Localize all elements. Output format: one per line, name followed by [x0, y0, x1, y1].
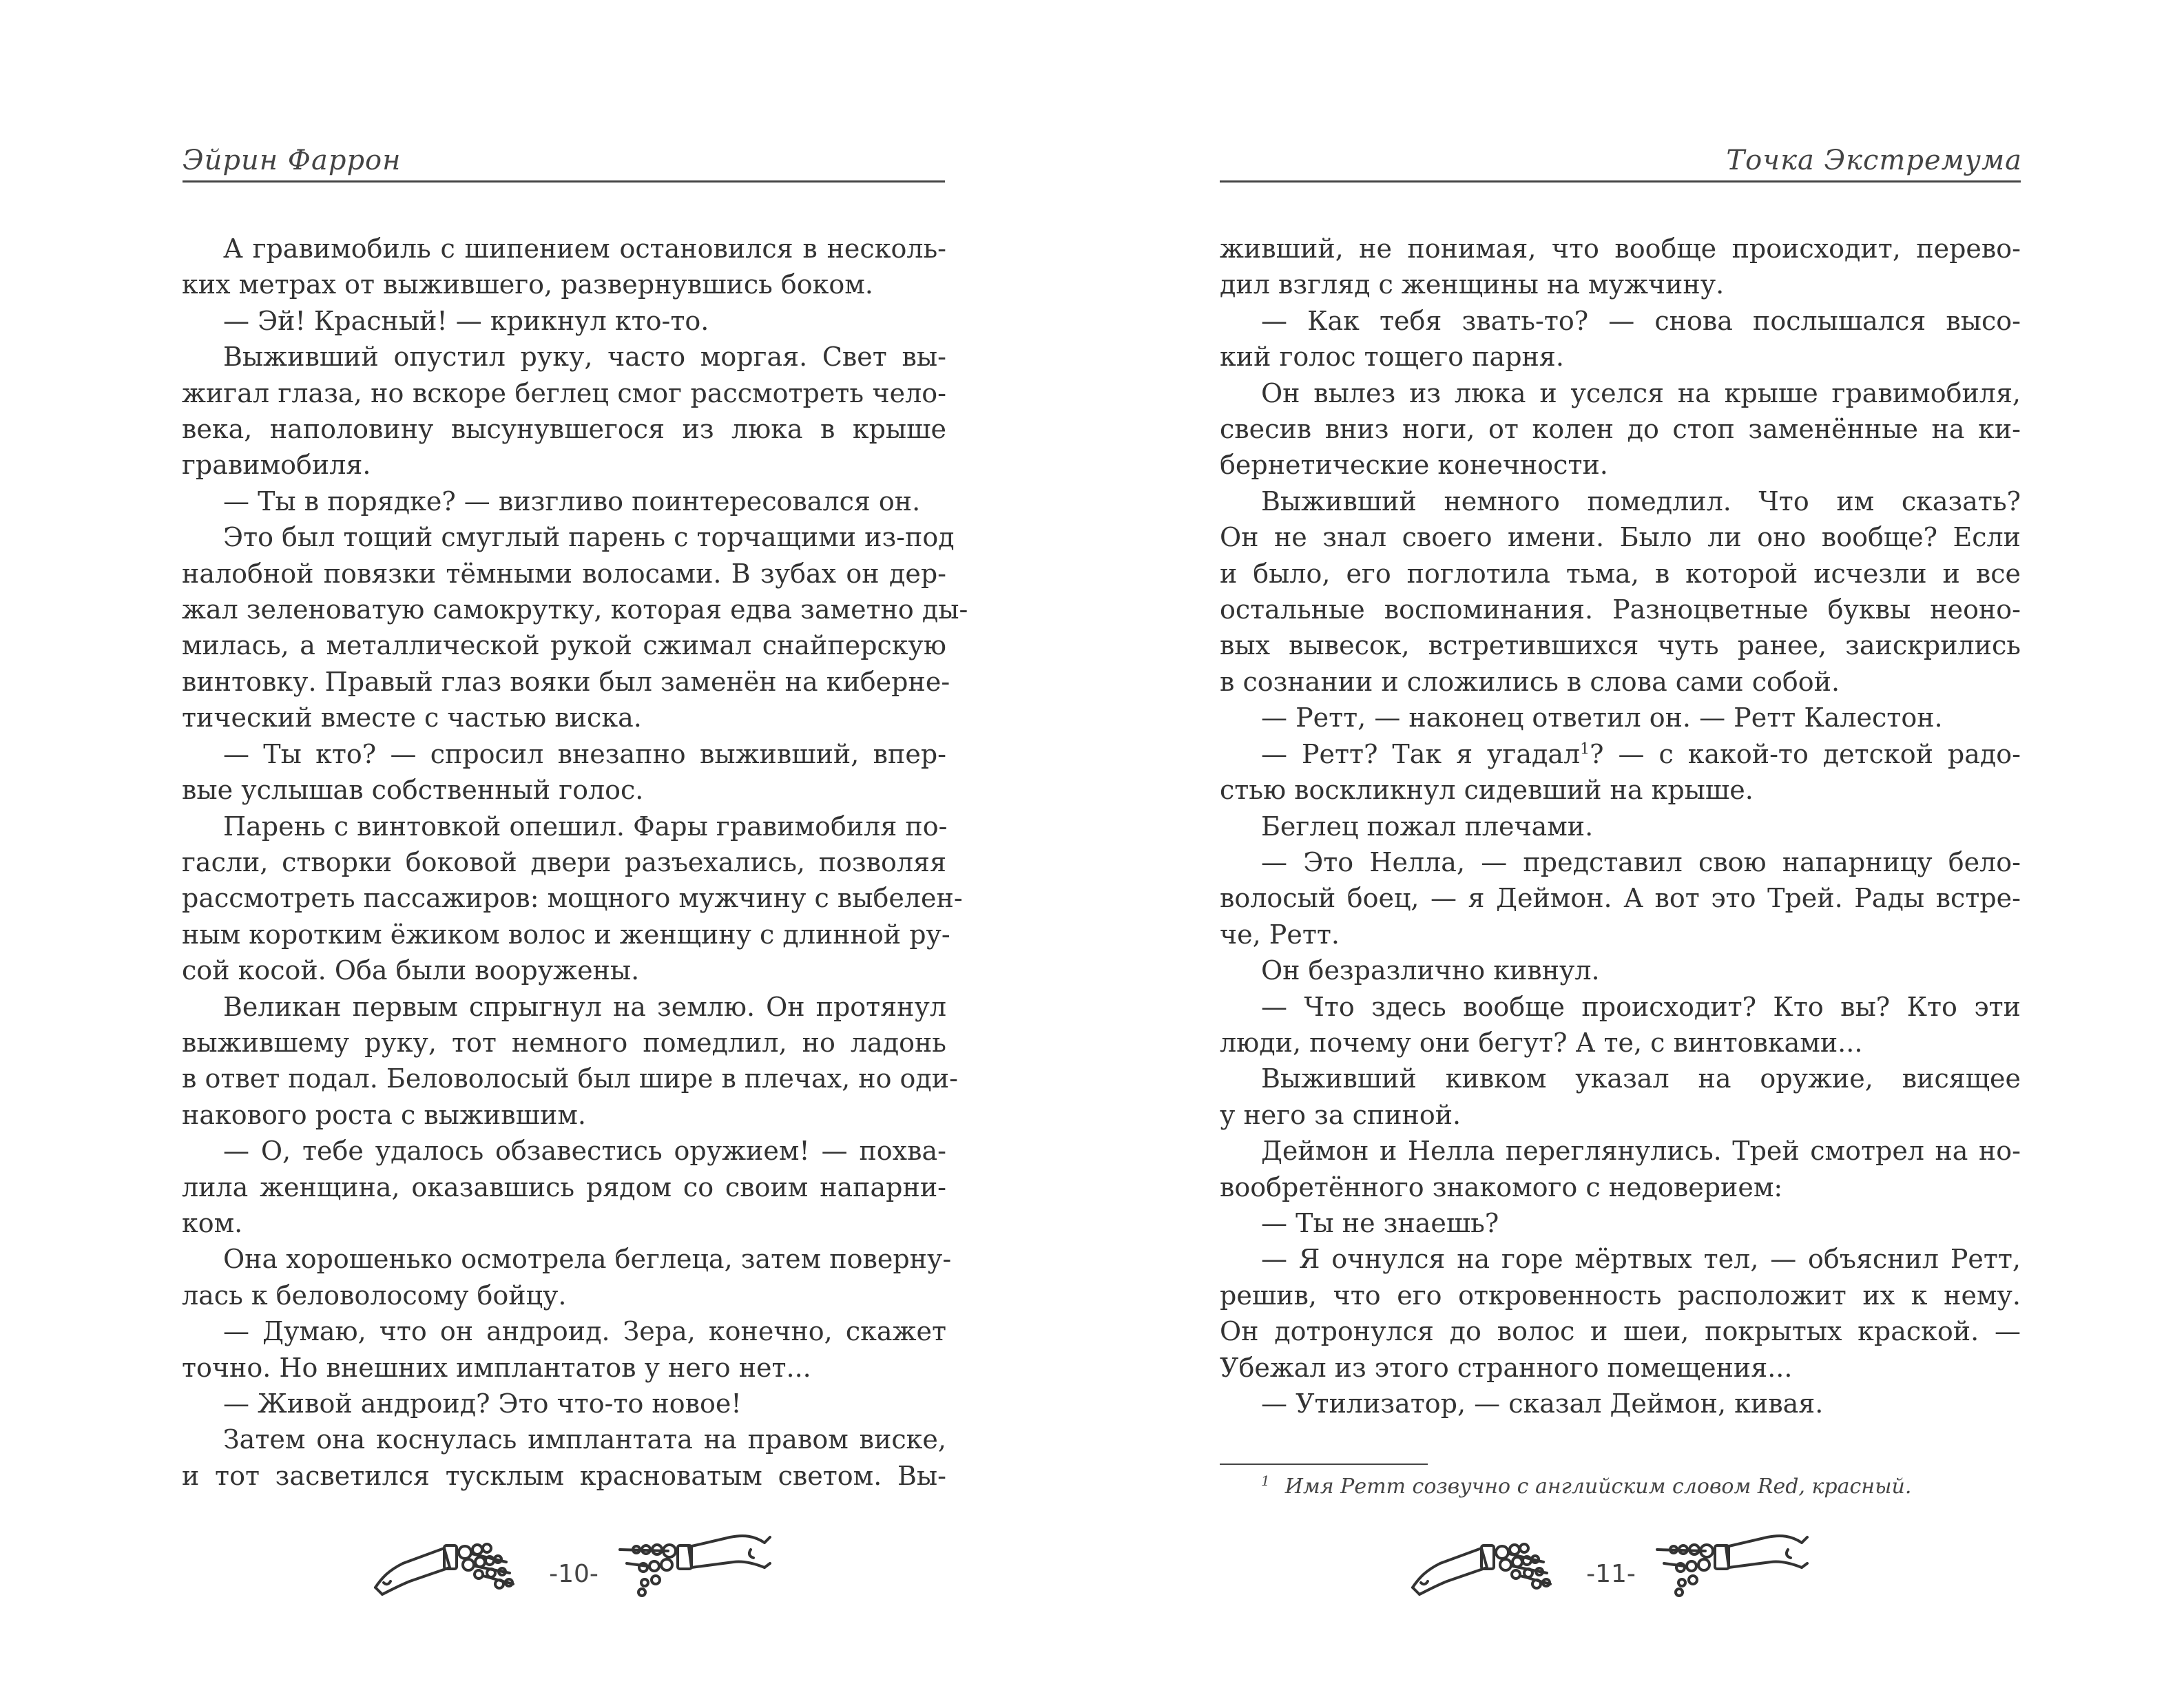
line-text: люди, почему они бегут? А те, с винтовками... [1220, 1027, 1863, 1058]
text-line [182, 231, 946, 267]
line-text: гасли, створки боковой двери разъехались, позволяя [182, 846, 946, 877]
text-line [182, 1133, 946, 1169]
line-text: вых вывесок, встретившихся чуть ранее, заискрились [1220, 630, 2021, 661]
page-number: -10- [549, 1560, 599, 1588]
line-text: точно. Но внешних имплантатов у него нет... [182, 1352, 811, 1383]
text-line [182, 339, 946, 375]
right-page [1082, 0, 2164, 1708]
text-line [182, 1421, 946, 1457]
text-line [182, 1025, 946, 1061]
text-line [182, 989, 946, 1025]
line-text: лась к беловолосому бойцу. [182, 1280, 567, 1311]
text-line [1220, 1133, 2021, 1169]
text-line [182, 700, 946, 736]
text-line [182, 627, 946, 663]
robot-hand-left-icon [1406, 1522, 1571, 1598]
line-text: вообретённого знакомого с недоверием: [1220, 1171, 1783, 1202]
text-line [1220, 880, 2021, 916]
line-text: Парень с винтовкой опешил. Фары гравимобиля по- [223, 811, 948, 842]
line-text: — Ретт, — наконец ответил он. — Ретт Калестон. [1261, 702, 1943, 733]
line-text: А гравимобиль с шипением остановился в несколь- [223, 233, 946, 264]
line-text: и было, его поглотила тьма, в которой исчезли и все [1220, 558, 2021, 589]
footnote [1261, 1472, 1911, 1499]
line-text-continued: ? — с какой-то детской радо- [1590, 738, 2021, 769]
text-line [1220, 627, 2021, 663]
line-text: решив, что его откровенность расположит их к нему. [1220, 1280, 2021, 1311]
line-text: волосый боец, — я Деймон. А вот это Трей. Рады встре- [1220, 883, 2021, 914]
line-text: свесив вниз ноги, от колен до стоп заменённые на ки- [1220, 414, 2021, 445]
text-line [182, 1061, 958, 1096]
body-text [1220, 231, 2021, 1421]
line-text: накового роста с выжившим. [182, 1099, 586, 1130]
page-number: -11- [1586, 1560, 1636, 1588]
text-line [182, 1169, 946, 1205]
text-line [182, 664, 950, 700]
footnote-text: Имя Ретт созвучно с английским словом Red, красный. [1284, 1475, 1912, 1499]
line-text: вые услышав собственный голос. [182, 775, 644, 806]
line-text: — Ретт? Так я угадал [1261, 738, 1581, 769]
line-text: — Как тебя звать-то? — снова послышался высо- [1261, 305, 2021, 336]
text-line [182, 1386, 946, 1421]
text-line [182, 447, 946, 483]
line-text: — Ты в порядке? — визгливо поинтересовался он. [223, 486, 921, 517]
text-line [182, 375, 946, 411]
text-line [1220, 989, 2021, 1025]
text-line [182, 1350, 946, 1386]
text-line [1220, 772, 2021, 808]
text-line [1220, 952, 2021, 988]
line-text: кий голос тощего парня. [1220, 342, 1564, 373]
line-text: Выживший опустил руку, часто моргая. Свет вы- [223, 342, 946, 373]
text-line [1220, 664, 2021, 700]
line-text: — Ты кто? — спросил внезапно выживший, впер- [223, 738, 946, 769]
text-line [182, 1241, 952, 1277]
header-rule [183, 180, 945, 183]
text-line [1220, 231, 2021, 267]
line-text: — Думаю, что он андроид. Зера, конечно, скажет [223, 1316, 946, 1347]
text-line [1220, 736, 2021, 772]
running-head-author: Эйрин Фаррон [183, 145, 402, 176]
text-line [1220, 917, 2021, 952]
robot-hand-right-icon [606, 1522, 771, 1598]
line-text: Беглец пожал плечами. [1261, 811, 1594, 842]
text-line [182, 809, 946, 844]
text-line [182, 1097, 946, 1133]
line-text: гравимобиля. [182, 450, 371, 481]
text-line [182, 1313, 946, 1349]
text-line [182, 917, 950, 952]
robot-hand-left-icon [368, 1522, 534, 1598]
line-text: Это был тощий смуглый парень с торчащими из-под [223, 522, 955, 553]
line-text: Выживший немного помедлил. Что им сказать? [1261, 486, 2021, 517]
text-line [1220, 267, 2021, 302]
text-line [1220, 1205, 2021, 1241]
text-line [1220, 809, 2021, 844]
text-line [1220, 411, 2021, 447]
text-line [182, 1278, 946, 1313]
text-line [1220, 339, 2021, 375]
line-text: ких метрах от выжившего, развернувшись боком. [182, 269, 873, 300]
text-line [182, 1205, 946, 1241]
text-line [1220, 1313, 2021, 1349]
text-line [1220, 1386, 2021, 1421]
text-line [1220, 1350, 2021, 1386]
line-text: — Это Нелла, — представил свою напарницу бело- [1261, 846, 2021, 877]
line-text: и тот засветился тусклым красноватым светом. Вы- [182, 1460, 946, 1491]
text-line [182, 303, 946, 339]
line-text: че, Ретт. [1220, 919, 1340, 950]
text-line [1220, 447, 2021, 483]
text-line [1220, 483, 2021, 519]
text-line [182, 556, 946, 592]
line-text: — Я очнулся на горе мёртвых тел, — объяснил Ретт, [1261, 1244, 2021, 1275]
text-line [182, 483, 946, 519]
text-line [1220, 1278, 2021, 1313]
line-text: Убежал из этого странного помещения... [1220, 1352, 1793, 1383]
text-line [1220, 844, 2021, 880]
line-text: — О, тебе удалось обзавестись оружием! — похва- [223, 1136, 946, 1167]
text-line [1220, 1169, 2021, 1205]
line-text: живший, не понимая, что вообще происходит, перево- [1220, 233, 2021, 264]
line-text: Он дотронулся до волос и шеи, покрытых краской. — [1220, 1316, 2021, 1347]
line-text: — Утилизатор, — сказал Деймон, кивая. [1261, 1388, 1824, 1419]
footnote-rule [1220, 1464, 1428, 1465]
text-line [182, 411, 946, 447]
line-text: — Живой андроид? Это что-то новое! [223, 1388, 742, 1419]
text-line [182, 736, 946, 772]
line-text: бернетические конечности. [1220, 450, 1608, 481]
text-line [1220, 303, 2021, 339]
line-text: Затем она коснулась имплантата на правом виске, [223, 1424, 946, 1455]
text-line [182, 844, 946, 880]
line-text: стью воскликнул сидевший на крыше. [1220, 775, 1754, 806]
line-text: ком. [182, 1207, 243, 1238]
line-text: дил взгляд с женщины на мужчину. [1220, 269, 1725, 300]
text-line [1220, 1061, 2021, 1096]
text-line [1220, 700, 2021, 736]
line-text: лила женщина, оказавшись рядом со своим напарни- [182, 1171, 946, 1202]
line-text: Он безразлично кивнул. [1261, 955, 1600, 986]
line-text: жал зеленоватую самокрутку, которая едва заметно ды- [182, 594, 968, 625]
line-text: жигал глаза, но вскоре беглец смог рассмотреть чело- [182, 377, 946, 408]
robot-hand-right-icon [1643, 1522, 1809, 1598]
line-text: Она хорошенько осмотрела беглеца, затем поверну- [223, 1244, 952, 1275]
text-line [182, 592, 968, 627]
line-text: — Что здесь вообще происходит? Кто вы? Кто эти [1261, 991, 2021, 1022]
line-text: в ответ подал. Беловолосый был шире в плечах, но оди- [182, 1063, 958, 1094]
line-text: выжившему руку, тот немного помедлил, но ладонь [182, 1027, 946, 1058]
line-text: ным коротким ёжиком волос и женщину с длинной ру- [182, 919, 950, 950]
line-text: Он вылез из люка и уселся на крыше гравимобиля, [1261, 377, 2021, 408]
line-text: Он не знал своего имени. Было ли оно вообще? Если [1220, 522, 2021, 553]
line-text: сой косой. Оба были вооружены. [182, 955, 640, 986]
text-line [1220, 592, 2021, 627]
line-text: милась, а металлической рукой сжимал снайперскую [182, 630, 946, 661]
text-line [182, 1458, 946, 1494]
text-line [1220, 556, 2021, 592]
line-text: века, наполовину высунувшегося из люка в крыше [182, 414, 946, 445]
text-line [1220, 1241, 2021, 1277]
line-text: налобной повязки тёмными волосами. В зубах он дер- [182, 558, 946, 589]
footnote-mark: 1 [1261, 1472, 1270, 1489]
text-line [182, 519, 955, 555]
text-line [1220, 1097, 2021, 1133]
line-text: Выживший кивком указал на оружие, висящее [1261, 1063, 2021, 1094]
line-text: в сознании и сложились в слова сами собой. [1220, 666, 1840, 697]
line-text: остальные воспоминания. Разноцветные буквы неоно- [1220, 594, 2021, 625]
header-rule [1220, 180, 2021, 183]
line-text: — Эй! Красный! — крикнул кто-то. [223, 305, 709, 336]
body-text [182, 231, 968, 1494]
running-head-title: Точка Экстремума [1726, 145, 2022, 176]
line-text: винтовку. Правый глаз вояки был заменён на киберне- [182, 666, 950, 697]
text-line [1220, 1025, 2021, 1061]
text-line [182, 772, 946, 808]
line-text: Великан первым спрыгнул на землю. Он протянул [223, 991, 946, 1022]
line-text: рассмотреть пассажиров: мощного мужчину с выбелен- [182, 883, 963, 914]
text-line [182, 267, 946, 302]
line-text: — Ты не знаешь? [1261, 1207, 1499, 1238]
line-text: Деймон и Нелла переглянулись. Трей смотрел на но- [1261, 1136, 2021, 1167]
text-line [182, 880, 963, 916]
text-line [1220, 519, 2021, 555]
line-text: тический вместе с частью виска. [182, 702, 642, 733]
footnote-reference: 1 [1580, 740, 1590, 758]
text-line [1220, 375, 2021, 411]
text-line [182, 952, 946, 988]
line-text: у него за спиной. [1220, 1099, 1461, 1130]
